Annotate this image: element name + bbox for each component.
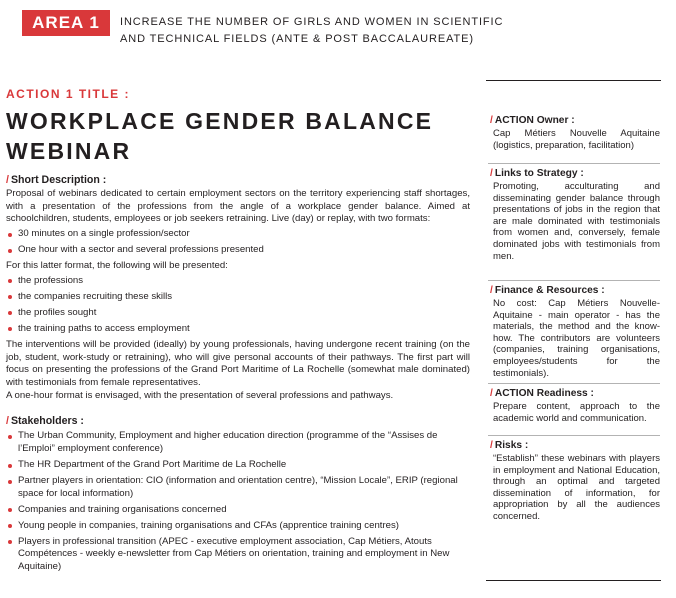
short-description-heading-text: Short Description : [10,174,107,186]
slash-marker: / [6,174,9,186]
slash-marker: / [490,285,493,296]
formats-list [6,228,470,257]
readiness-heading [488,388,660,400]
main-column [6,173,470,577]
list-item: 30 minutes on a single profession/sector [6,228,470,241]
owner-body: Cap Métiers Nouvelle Aquitaine (logistics, preparation, facilitation) [493,128,660,151]
sidebar-bottom-rule [486,580,661,581]
list-item: the professions [6,275,470,288]
risks-heading [488,440,660,452]
list-item: Partner players in orientation: CIO (information and orientation centre), “Mission Locale”, ERIP (regional space for local information) [6,475,470,500]
latter-format-intro: For this latter format, the following will be presented: [6,260,228,272]
area-title: INCREASE THE NUMBER OF GIRLS AND WOMEN IN SCIENTIFIC AND TECHNICAL FIELDS (ANTE & POST BACCALAUREATE) [120,16,504,45]
stakeholders-list [6,430,470,574]
owner-heading [488,115,660,127]
sidebar-finance [488,280,660,379]
slash-marker: / [490,440,493,451]
links-body: Promoting, acculturating and disseminating gender balance through presentations of jobs in the region that are male dominated with testimonials from women and, conversely, female dominated jobs with testimonials from men. [493,181,660,262]
risks-body: “Establish” these webinars with players in employment and National Education, through an optimal and targeted dissemination of information, for appropriation by all the audiences concerned. [493,453,660,522]
readiness-heading-text: ACTION Readiness : [494,388,594,399]
risks-heading-text: Risks : [494,440,529,451]
finance-heading-text: Finance & Resources : [494,285,605,296]
area-badge: AREA 1 [22,10,110,36]
slash-marker: / [490,168,493,179]
list-item: the companies recruiting these skills [6,291,470,304]
sidebar-top-rule [486,80,661,81]
owner-heading-text: ACTION Owner : [494,115,575,126]
sidebar-links [488,163,660,262]
list-item: One hour with a sector and several professions presented [6,244,470,257]
slash-marker: / [6,415,9,428]
short-description-intro: Proposal of webinars dedicated to certain employment sectors on the territory experiencing staff shortages, with a presentation of the professions from the angle of a workplace gender balance. Aimed at schoolchildren, students, employees or job seekers retraining. Live (day) or replay, with two formats: [6,188,470,225]
list-item: the profiles sought [6,307,470,320]
finance-body: No cost: Cap Métiers Nouvelle-Aquitaine - main operator - has the materials, the method and the know-how. The contributors are volunteers (companies, training organisations, employees/students for the testimonials). [493,298,660,379]
stakeholders-heading [6,414,470,428]
latter-format-list [6,275,470,336]
list-item: The HR Department of the Grand Port Maritime de La Rochelle [6,459,470,472]
interventions-paragraph: The interventions will be provided (ideally) by young professionals, having undergone recent training (on the job, student, work-study or retraining), who will give personal accounts of their pathways. The first part will focus on presenting the professions of the Grand Port Maritime of La Rochelle (somewhat male dominated) with testimonials from female representatives. [6,338,470,388]
list-item: Young people in companies, training organisations and CFAs (apprentice training centres) [6,520,470,533]
one-hour-paragraph: A one-hour format is envisaged, with the presentation of several professions and pathways. [6,389,394,401]
stakeholders-heading-text: Stakeholders : [10,415,84,428]
short-description-heading [6,173,470,187]
sidebar-readiness [488,383,660,424]
list-item: The Urban Community, Employment and higher education direction (programme of the “Assises de l’Emploi” employment conference) [6,430,470,455]
readiness-body: Prepare content, approach to the academic world and communication. [493,401,660,424]
sidebar-owner [488,115,660,151]
links-heading [488,168,660,180]
action-label: ACTION 1 TITLE : [6,87,130,101]
finance-heading [488,285,660,297]
list-item: the training paths to access employment [6,323,470,336]
list-item: Players in professional transition (APEC - executive employment association, Cap Métiers, Atouts Compétences - weekly e-newsletter from Cap Métiers on orientation, training and employment in New Aquitaine) [6,536,470,574]
slash-marker: / [490,115,493,126]
sidebar-risks [488,435,660,523]
list-item: Companies and training organisations concerned [6,504,470,517]
action-title: WORKPLACE GENDER BALANCE WEBINAR [6,108,434,164]
slash-marker: / [490,388,493,399]
links-heading-text: Links to Strategy : [494,168,584,179]
